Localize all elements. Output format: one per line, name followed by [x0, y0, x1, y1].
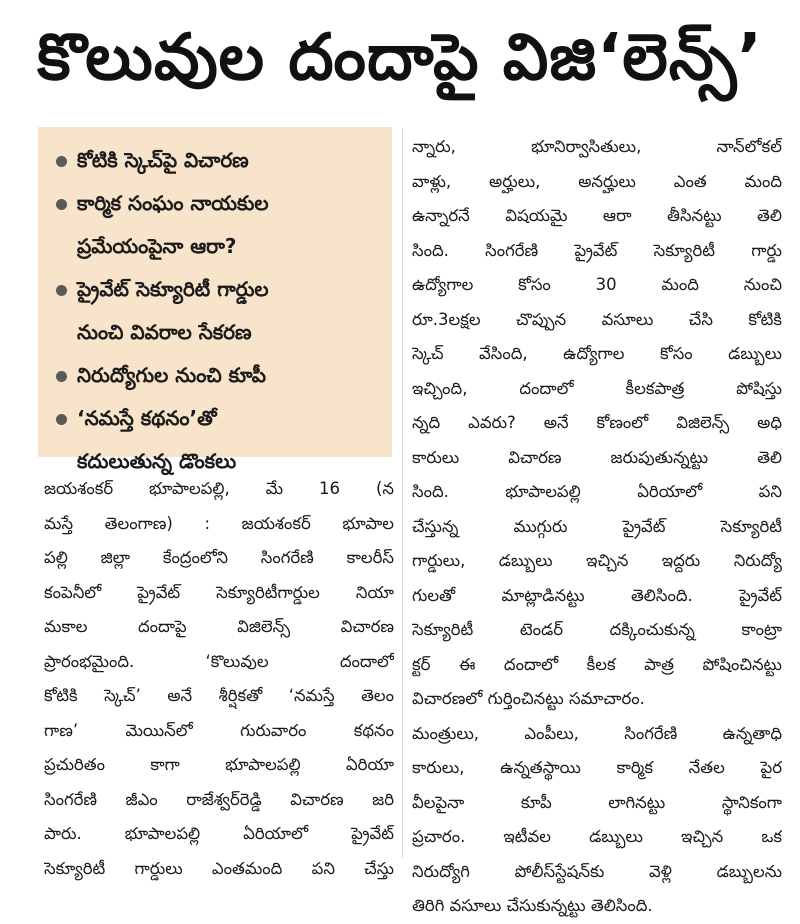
highlight-line: ‘నమస్తే కథనం’తో — [77, 406, 217, 430]
body-line: చేస్తున్న ముగ్గురు ప్రైవేట్ సెక్యూరిటీ — [412, 516, 782, 536]
body-line: ఉన్నారనే విషయమై ఆరా తీసినట్టు తెలి — [412, 206, 782, 225]
body-line: సెక్యూరిటీ గార్డులు ఎంతమంది పని చేస్తు — [44, 858, 394, 878]
body-line: తిరిగి వసూలు చేసుకున్నట్టు తెలిసింది. — [412, 896, 653, 915]
highlight-line: ప్రైవేట్ సెక్యూరిటీ గార్డుల — [77, 277, 269, 301]
body-line: సింగరేణి జీఎం రాజేశ్వర్‌రెడ్డి విచారణ జరి — [44, 789, 394, 809]
body-line: నిరుద్యోగి పోలీస్‌స్టేషన్‌కు వెళ్లి డబ్బులను — [412, 861, 782, 881]
body-column-left — [44, 472, 394, 886]
highlight-item — [56, 268, 382, 354]
body-line: గాణ’ మెయిన్‌లో గురువారం కథనం — [44, 720, 394, 740]
body-line: కోటికి స్కెచ్’ అనే శీర్షికతో ‘నమస్తే తెలం — [44, 686, 394, 705]
body-column-right — [412, 130, 782, 924]
body-line: గార్డులు, డబ్బులు ఇచ్చిన ఇద్దరు నిరుద్యో — [412, 551, 782, 570]
body-line: రూ.3లక్షల చొప్పున వసూలు చేసి కోటికి — [412, 309, 782, 329]
bullet-icon — [56, 156, 67, 167]
body-line: ఇచ్చింది, దందాలో కీలకపాత్ర పోషిస్తు — [412, 378, 782, 398]
body-line: వాళ్లు, అర్హులు, అనర్హులు ఎంత మంది — [412, 171, 782, 191]
body-line: కారులు విచారణ జరుపుతున్నట్టు తెలి — [412, 447, 782, 467]
body-line: క్టర్ ఈ దందాలో కీలక పాత్ర పోషించినట్టు — [412, 654, 782, 674]
body-line: కంపెనీలో ప్రైవేట్ సెక్యూరిటీగార్డుల నియా — [44, 582, 394, 602]
body-line: మస్తే తెలంగాణ) : జయశంకర్ భూపాల — [44, 513, 394, 533]
body-line: విచారణలో గుర్తించినట్టు సమాచారం. — [412, 689, 645, 708]
body-line: సెక్యూరిటీ టెండర్ దక్కించుకున్న కాంట్రా — [412, 620, 782, 639]
highlight-item — [56, 397, 382, 483]
body-line: మకాల దందాపై విజిలెన్స్ విచారణ — [44, 617, 394, 636]
body-line: పల్లి జిల్లా కేంద్రంలోని సింగరేణి కాలరీస్ — [44, 548, 394, 567]
highlight-item — [56, 182, 382, 268]
body-line: ప్రచురితం కాగా భూపాలపల్లి ఏరియా — [44, 755, 394, 774]
highlight-line: ప్రమేయంపైనా ఆరా? — [77, 234, 237, 258]
body-line: గులతో మాట్లాడినట్టు తెలిసింది. ప్రైవేట్ — [412, 585, 782, 605]
highlight-line: కోటికి స్కెచ్‌పై విచారణ — [77, 148, 249, 172]
body-line: సింది. భూపాలపల్లి ఏరియాలో పని — [412, 482, 782, 501]
highlight-line: కార్మిక సంఘం నాయకుల — [77, 191, 269, 215]
body-line: మంత్రులు, ఎంపీలు, సింగరేణి ఉన్నతాధి — [412, 723, 782, 743]
bullet-icon — [56, 414, 67, 425]
highlights-box — [38, 127, 392, 473]
body-line: న్నది ఎవరు? అనే కోణంలో విజిలెన్స్ అధి — [412, 413, 782, 432]
body-line: స్కెచ్ వేసింది, ఉద్యోగాల కోసం డబ్బులు — [412, 344, 782, 363]
bullet-icon — [56, 285, 67, 296]
bullet-icon — [56, 371, 67, 382]
highlight-line: కదులుతున్న డొంకలు — [77, 449, 237, 473]
highlight-item — [56, 139, 382, 182]
headline: కొలువుల దందాపై విజి‘లెన్స్’ — [37, 21, 763, 95]
body-line: న్నారు, భూనిర్వాసితులు, నాన్‌లోకల్ — [412, 137, 782, 156]
highlight-item — [56, 354, 382, 397]
bullet-icon — [56, 199, 67, 210]
body-line: ప్రారంభమైంది. ‘కొలువుల దందాలో — [44, 651, 394, 671]
column-divider — [402, 128, 403, 858]
body-line: ప్రచారం. ఇటీవల డబ్బులు ఇచ్చిన ఒక — [412, 827, 782, 846]
highlight-line: నిరుద్యోగుల నుంచి కూపీ — [77, 363, 267, 387]
body-line: పారు. భూపాలపల్లి ఏరియాలో ప్రైవేట్ — [44, 824, 394, 843]
highlight-line: నుంచి వివరాల సేకరణ — [77, 320, 252, 344]
body-line: ఉద్యోగాల కోసం 30 మంది నుంచి — [412, 275, 782, 294]
body-line: జయశంకర్ భూపాలపల్లి, మే 16 (న — [44, 479, 394, 498]
body-line: కారులు, ఉన్నతస్థాయి కార్మిక నేతల పైర — [412, 758, 782, 777]
body-line: వీలపైనా కూపీ లాగినట్టు స్థానికంగా — [412, 792, 782, 812]
body-line: సింది. సింగరేణి ప్రైవేట్ సెక్యూరిటీ గార్డు — [412, 240, 782, 260]
